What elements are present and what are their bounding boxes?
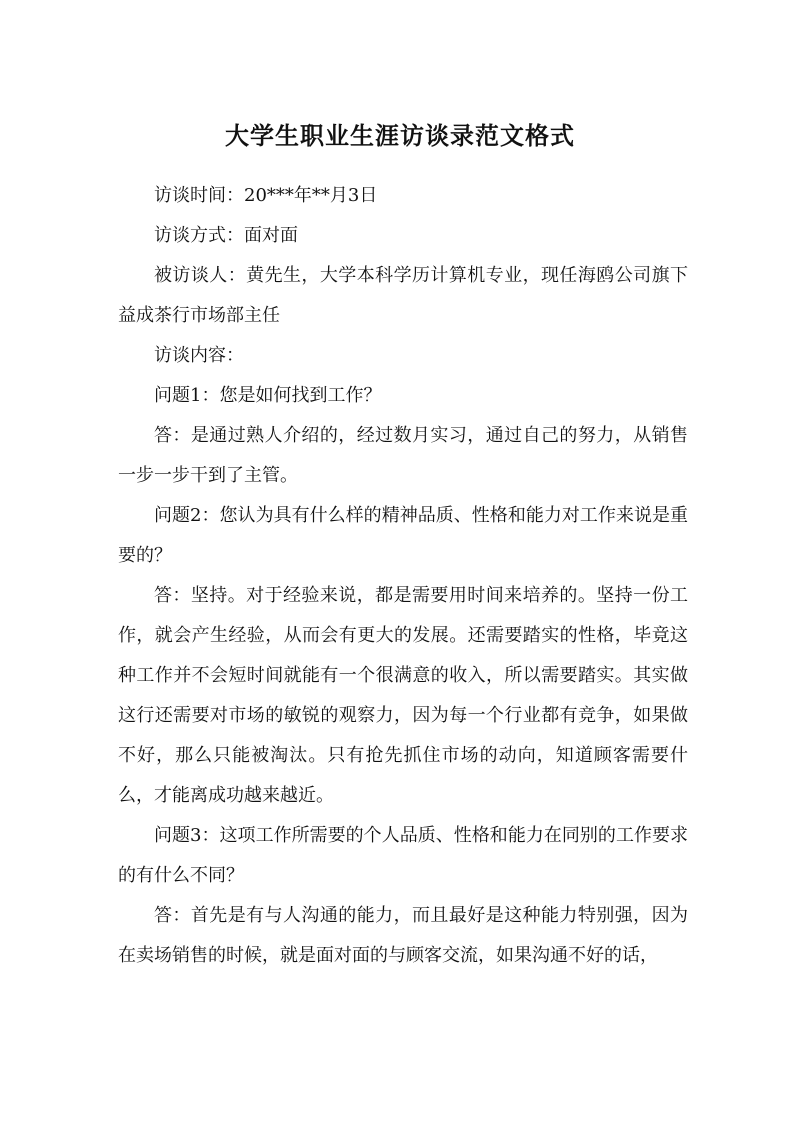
interview-content-heading: 访谈内容： bbox=[154, 345, 244, 366]
interview-time: 访谈时间：20***年**月3日 bbox=[154, 185, 378, 206]
answer-2: 答：坚持。对于经验来说，都是需要用时间来培养的。坚持一份工作，就会产生经验，从而会有更大的发展。还需要踏实的性格，毕竟这种工作并不会短时间就能有一个很满意的收入，所以需要踏实。其实做这行还需要对市场的敏锐的观察力，因为每一个行业都有竞争，如果做不好，那么只能被淘汰。只有抢先抓住市场的动向，知道顾客需要什么，才能离成功越来越近。 bbox=[118, 585, 688, 806]
answer-1: 答：是通过熟人介绍的，经过数月实习，通过自己的努力，从销售一步一步干到了主管。 bbox=[118, 425, 688, 486]
document-body bbox=[118, 176, 688, 976]
interview-method: 访谈方式：面对面 bbox=[154, 225, 298, 246]
question-1: 问题1：您是如何找到工作？ bbox=[154, 385, 382, 406]
answer-3: 答：首先是有与人沟通的能力，而且最好是这种能力特别强，因为在卖场销售的时候，就是面对面的与顾客交流，如果沟通不好的话， bbox=[118, 905, 688, 966]
question-2: 问题2：您认为具有什么样的精神品质、性格和能力对工作来说是重要的？ bbox=[118, 505, 688, 566]
document-title: 大学生职业生涯访谈录范文格式 bbox=[225, 121, 575, 150]
question-3: 问题3：这项工作所需要的个人品质、性格和能力在同别的工作要求的有什么不同？ bbox=[118, 825, 688, 886]
interviewee-info: 被访谈人：黄先生，大学本科学历计算机专业，现任海鸥公司旗下益成茶行市场部主任 bbox=[118, 265, 688, 326]
